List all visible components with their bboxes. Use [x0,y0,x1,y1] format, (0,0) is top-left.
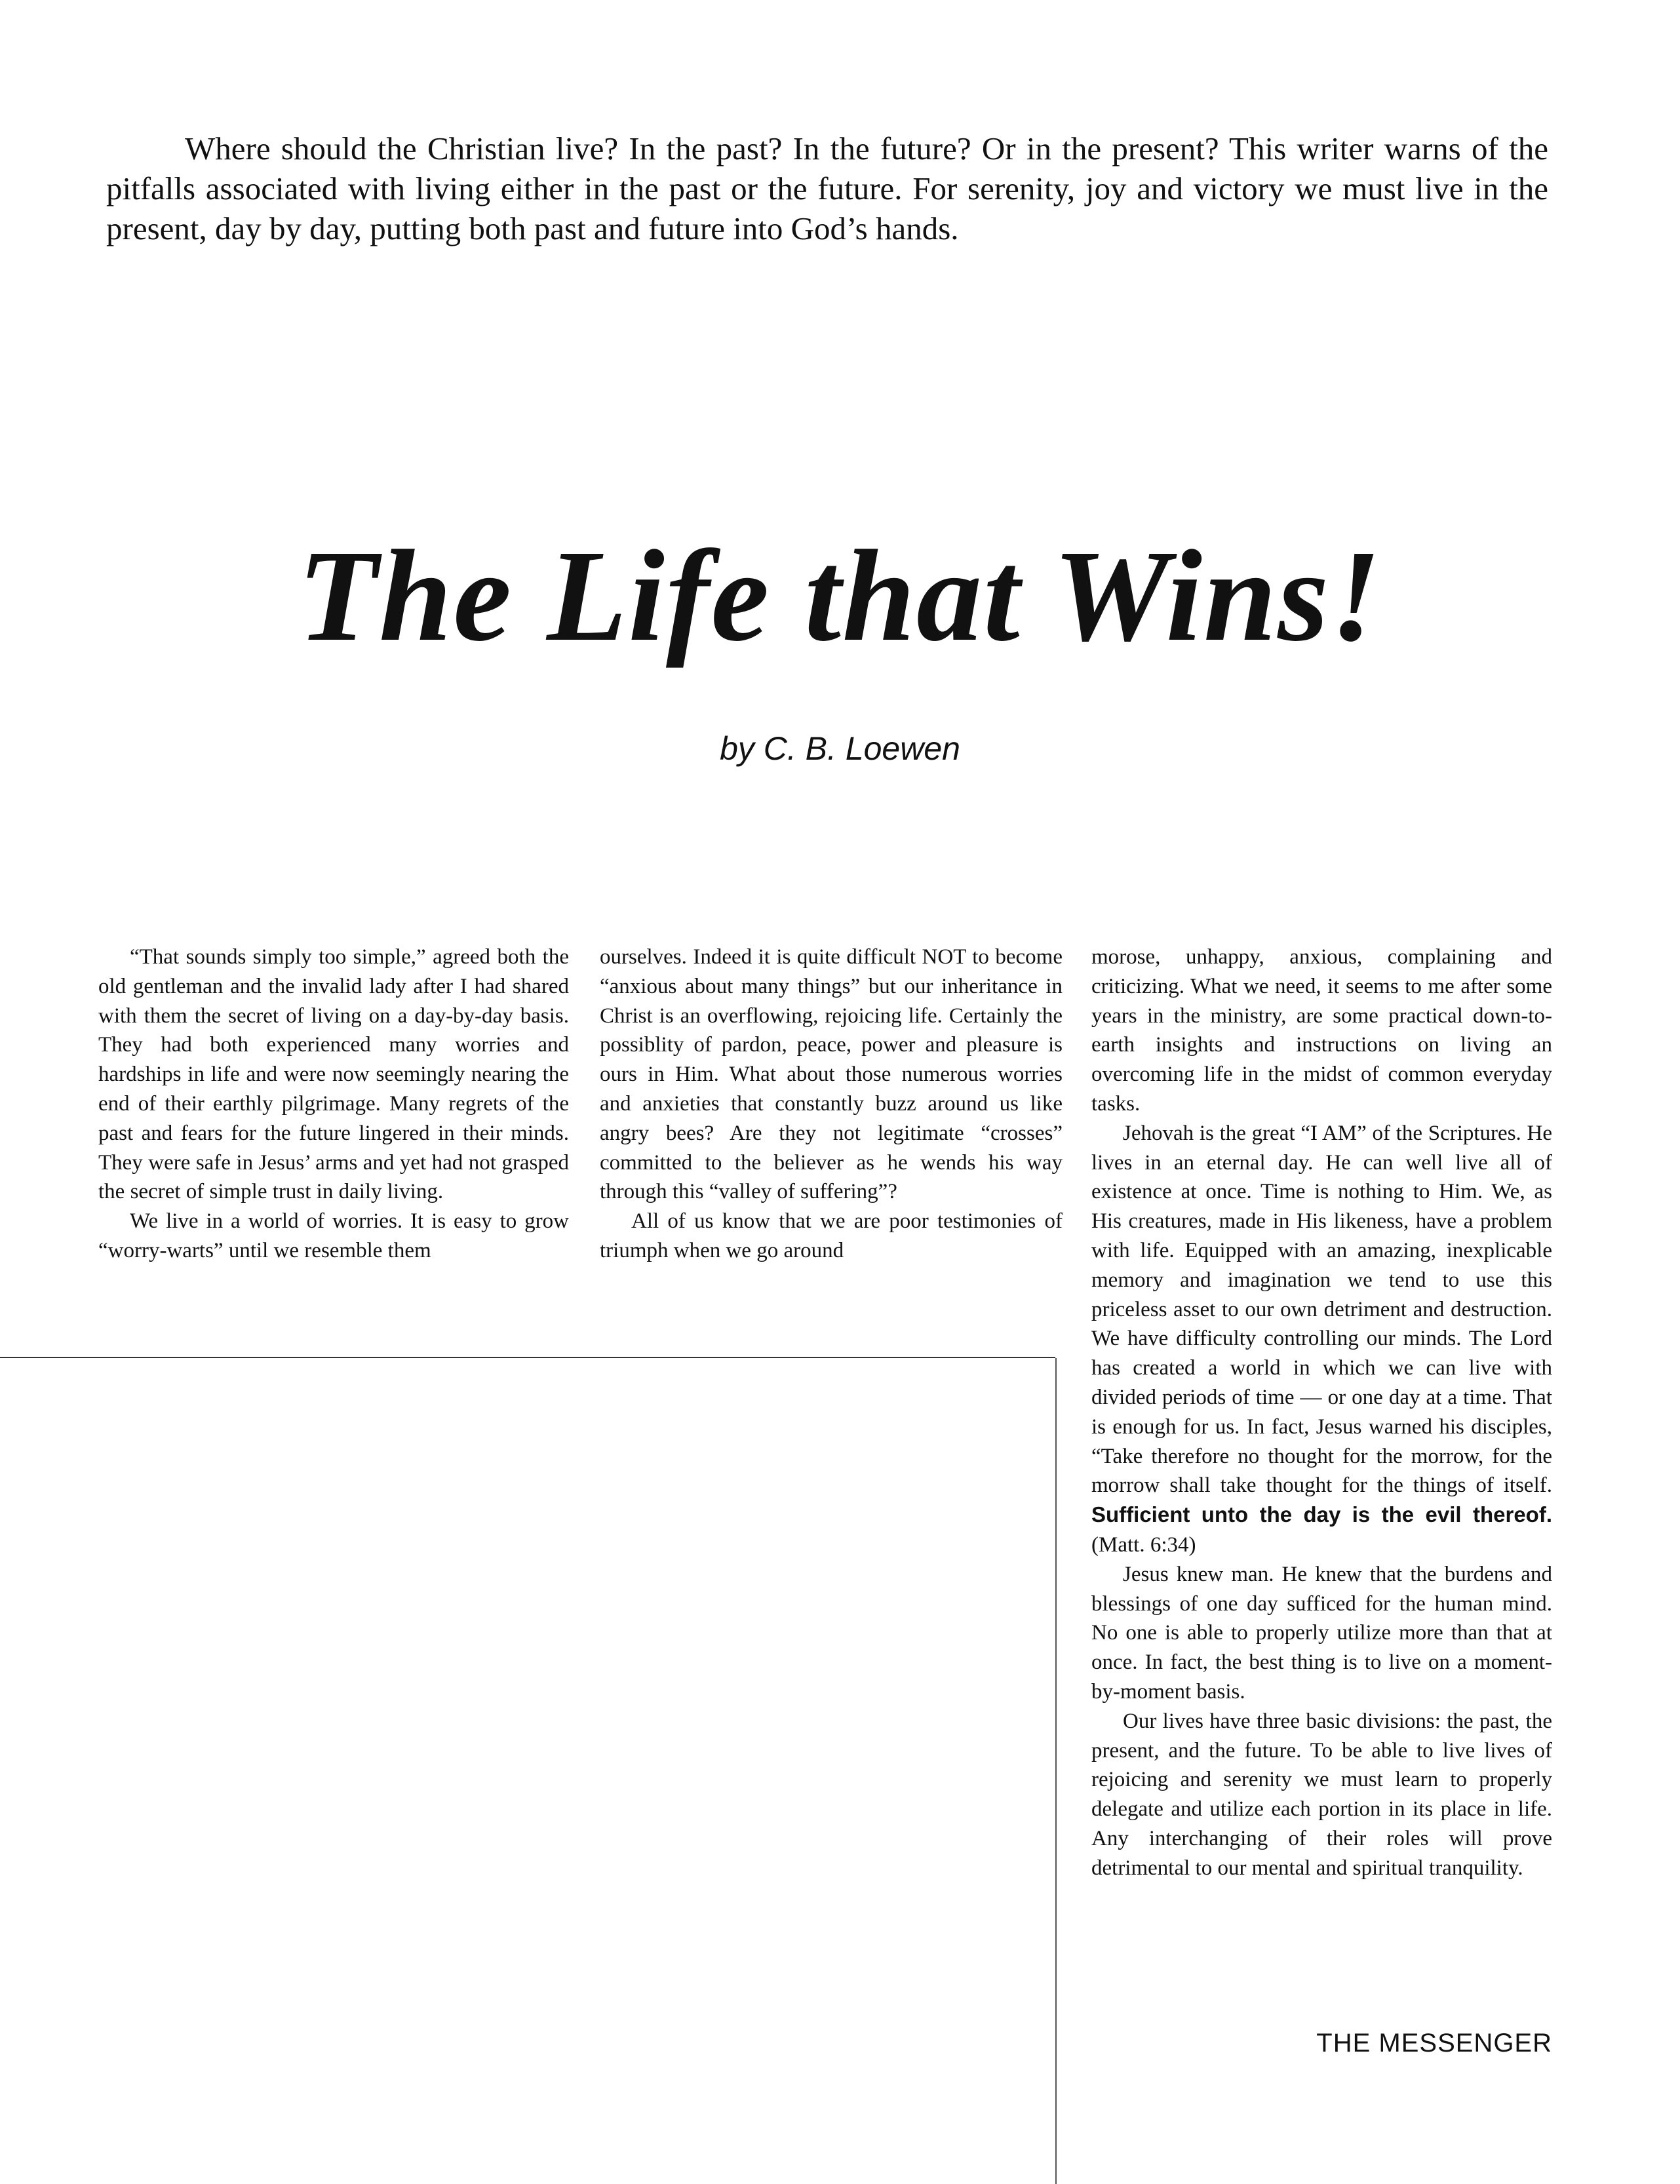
paragraph: We live in a world of worries. It is easy to grow “worry-warts” until we resemble them [98,1209,569,1262]
scripture-reference: (Matt. 6:34) [1091,1532,1196,1557]
paragraph: Jesus knew man. He knew that the burdens and blessings of one day sufficed for the human mind. No one is able to properly utilize more than that at once. In fact, the best thing is to live on a moment-by-moment basis. [1091,1562,1552,1704]
publication-footer: THE MESSENGER [1316,2029,1552,2057]
horizontal-rule [0,1357,1055,1358]
byline: by C. B. Loewen [720,730,960,767]
vertical-rule [1055,1358,1057,2184]
column-2 [600,943,1063,1266]
paragraph: “That sounds simply too simple,” agreed both the old gentleman and the invalid lady after I had shared with them the secret of living on a day-by-day basis. They had both experienced many worries and hardships in life and were now seemingly nearing the end of their earthly pilgrimage. Many regrets of the past and fears for the future lingered in their minds. They were safe in Jesus’ arms and yet had not grasped the secret of simple trust in daily living. [98,945,569,1204]
paragraph: ourselves. Indeed it is quite difficult NOT to become “anxious about many things” but our inheritance in Christ is an overflowing, rejoicing life. Certainly the possiblity of pardon, peace, power and pleasure is ours in Him. What about those numerous worries and anxieties that constantly buzz around us like angry bees? Are they not legitimate “crosses” committed to the believer as he wends his way through this “valley of suffering”? [600,945,1063,1204]
column-1 [98,943,569,1266]
paragraph [1091,1119,1552,1560]
paragraph-text: Jehovah is the great “I AM” of the Scriptures. He lives in an eternal day. He can well live all of existence at once. Time is nothing to Him. We, as His creatures, made in His likeness, have a problem with life. Equipped with an amazing, inexplicable memory and imagination we tend to use this priceless asset to our own detriment and destruction. We have difficulty controlling our minds. The Lord has created a world in which we can live with divided periods of time — or one day at a time. That is enough for us. In fact, Jesus warned his disciples, “Take therefore no thought for the morrow, for the morrow shall take thought for the things of itself. [1091,1121,1552,1498]
intro-paragraph: Where should the Christian live? In the past? In the future? Or in the present? This writer warns of the pitfalls associated with living either in the past or the future. For serenity, joy and victory we must live in the present, day by day, putting both past and future into God’s hands. [106,130,1548,246]
paragraph: All of us know that we are poor testimonies of triumph when we go around [600,1209,1063,1262]
article-title: The Life that Wins! [298,524,1382,669]
paragraph: morose, unhappy, anxious, complaining and criticizing. What we need, it seems to me after some years in the ministry, are some practical down-to-earth insights and instructions on living an overcoming life in the midst of common everyday tasks. [1091,945,1552,1116]
bold-quote: Sufficient unto the day is the evil thereof. [1091,1502,1552,1527]
column-3 [1091,943,1552,1883]
paragraph: Our lives have three basic divisions: the past, the present, and the future. To be able to live lives of rejoicing and serenity we must learn to properly delegate and utilize each portion in its place in life. Any interchanging of their roles will prove detrimental to our mental and spiritual tranquility. [1091,1709,1552,1880]
